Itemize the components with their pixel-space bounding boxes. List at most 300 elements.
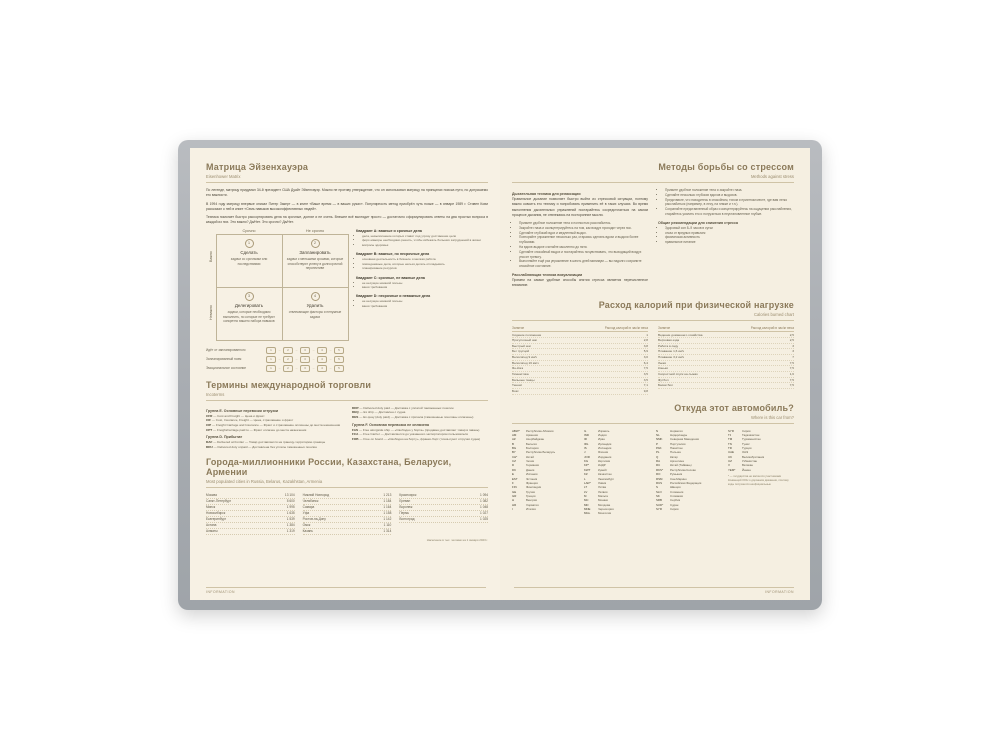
- list-item: • Повторяйте упражнение несколько раз, стараясь сделать вдохи и выдохи более глубокими.: [519, 235, 648, 245]
- stress-col-left: [512, 188, 648, 292]
- plates-subtitle: Where is this car from?: [750, 414, 794, 420]
- quadrant-list: [356, 234, 488, 247]
- footer-right: INFORMATION: [765, 590, 794, 594]
- activity-value: 7,5: [789, 360, 794, 365]
- divider: [206, 182, 488, 183]
- country-code: UAE: [728, 450, 734, 455]
- country-code: AZ: [512, 437, 516, 442]
- country-code: P: [656, 441, 658, 446]
- flow-chip: 1: [266, 365, 276, 372]
- quadrant-head: Квадрант A: важные и срочные дела: [356, 228, 422, 233]
- country-name: Республика Косово: [670, 467, 696, 472]
- country-code: BG: [512, 446, 517, 451]
- city-name: Волгоград: [399, 517, 415, 522]
- stress-title: Методы борьбы со стрессом: [658, 162, 794, 172]
- general-head: Общие рекомендации для снижения стресса: [658, 220, 739, 225]
- plates-note: * — государства не являются участниками Конвенций ООН о дорожном движении, поэтому коды получаются неофициальные: [728, 475, 789, 487]
- arrow-icon: →: [295, 366, 298, 371]
- country-name: Российская Федерация: [670, 480, 702, 485]
- country-name: Иордания: [598, 454, 612, 459]
- stress-columns: [512, 188, 794, 292]
- activity-name: Бальные танцы: [512, 377, 535, 382]
- cell-desc: задачи, которые необходимо выполнить, но которые не требуют конкретно вашего набора навыков: [223, 310, 275, 324]
- country-code: GE: [512, 489, 517, 494]
- cell-desc: задачи с меньшими сроками, которые способствуют успеху в долгосрочной перспективе: [286, 257, 344, 271]
- country-code: IR: [584, 437, 587, 442]
- country-code: SLO: [656, 489, 662, 494]
- activity-value: 3: [792, 343, 794, 348]
- relax-text: Примем на самые удобные способы снятия стресса является перечисленное внимание.: [512, 278, 648, 288]
- country-code: YEM*: [728, 467, 736, 472]
- country-code: MGL: [584, 511, 591, 516]
- cell-title: Сделать: [240, 250, 258, 256]
- activity-name: Сидение положение: [512, 332, 542, 337]
- country-name: Северная Македония: [670, 437, 699, 442]
- incoterms-columns: [206, 406, 488, 450]
- incoterms-group-title: Группа E. Основные перевозки отгрузки: [206, 408, 279, 413]
- city-name: Казань: [302, 529, 313, 534]
- calories-title: Расход калорий при физической нагрузке: [598, 299, 794, 310]
- country-name: Литва: [598, 485, 606, 490]
- country-code: L: [584, 476, 586, 481]
- country-code: SRB: [656, 498, 662, 503]
- activity-value: 9,8: [643, 388, 648, 393]
- list-item: • не несущие никакой пользы: [362, 299, 488, 303]
- list-item: • Сделайте спокойный выдох и постарайтесь почувствовать, что выходящий воздух уносит тревогу.: [519, 250, 648, 260]
- list-item: • основная деятельность в бизнесе и мелкая работа: [362, 257, 488, 261]
- table-header: [658, 326, 794, 332]
- city-population: 1 995: [286, 505, 295, 510]
- country-code: PL: [656, 450, 660, 455]
- city-name: Ереван: [399, 499, 411, 504]
- country-name: Португалия: [670, 441, 686, 446]
- country-name: Бельгия: [526, 441, 537, 446]
- incoterm-entry: CPT — Freight/carriage paid to — Фрахт оплачен до места назначения: [206, 427, 307, 432]
- arrow-icon: →: [278, 366, 281, 371]
- list-item: [512, 507, 578, 511]
- flow-chip: 2: [283, 356, 293, 363]
- cell-desc: задачи со срочными или последствиями: [230, 257, 268, 266]
- country-code: SYR: [728, 428, 734, 433]
- quadrant-c: [356, 276, 488, 290]
- country-name: Армения: [526, 432, 538, 437]
- list-item: • Выполняйте ещё раз упражнение в шесть дней минимум — вы надолго сохраните спокойное состояние.: [519, 259, 648, 269]
- country-code: FIN: [512, 485, 517, 490]
- country-name: Финляндия: [526, 485, 542, 490]
- country-name: Хорватия: [526, 502, 539, 507]
- axis-label-important: Важно: [209, 251, 213, 262]
- relax-head: Расслабляющая техника визуализации: [512, 273, 583, 278]
- city-name: Минск: [206, 505, 216, 510]
- quadrant-list: [356, 257, 488, 270]
- flow-chip: 2: [283, 347, 293, 354]
- city-population: 1 025: [480, 517, 489, 522]
- cell-title: Запланировать: [299, 250, 331, 256]
- country-code: V: [728, 463, 730, 468]
- country-code: ABW*: [512, 428, 520, 433]
- arrow-icon: →: [329, 357, 332, 362]
- country-name: Ватикан: [742, 463, 753, 468]
- incoterm-entry: DDU — Delivered duty unpaid — Доставлена без уплаты таможенных пошлин: [206, 444, 317, 449]
- country-code: MD: [584, 502, 589, 507]
- incoterm-entry: DAF — Delivered at frontier — Товар доставляется на границу-территорию границы: [206, 440, 326, 445]
- city-population: 1 539: [286, 517, 295, 522]
- right-page: [500, 148, 810, 600]
- flow-chip: 3: [300, 347, 310, 354]
- country-name: Словакия: [670, 494, 683, 498]
- arrow-icon: →: [278, 348, 281, 353]
- country-name: Япония: [598, 450, 609, 455]
- city-population: 1 213: [383, 493, 392, 498]
- country-name: Словения: [670, 489, 684, 494]
- list-item: • Примите удобное положение тела и полностью расслабьтесь.: [519, 221, 648, 226]
- country-code: RO: [656, 472, 661, 477]
- incoterms-col-2: [352, 406, 488, 450]
- country-code: KG: [584, 459, 589, 464]
- cities-table: [206, 493, 488, 535]
- cities-subtitle: Most populated cities in Russia, Belarus, Kazakhstan, Armenia: [206, 479, 323, 485]
- city-name: Ростов-на-Дону: [302, 517, 326, 522]
- arrow-icon: →: [278, 357, 281, 362]
- activity-name: Ведение домашнего хозяйства: [658, 332, 703, 337]
- country-name: Республика Абхазия: [526, 428, 554, 433]
- city-population: 1 027: [480, 511, 489, 516]
- col-header-value: Расход калорий в час/кг веса: [750, 325, 794, 330]
- activity-name: Футбол: [658, 377, 669, 382]
- matrix-cell-plan: [282, 234, 349, 288]
- country-name: Китай: [526, 454, 534, 459]
- country-name: Ирландия: [598, 441, 612, 446]
- arrow-icon: →: [329, 366, 332, 371]
- col-header-activity: Занятие: [658, 325, 671, 330]
- country-code: S: [656, 485, 658, 490]
- country-name: Польша: [670, 450, 681, 455]
- flow-row: [206, 365, 488, 372]
- incoterm-entry: FOB — Free on board — «Свободно на борту», франко-борт (точка-пункт отгрузки судна): [352, 436, 481, 441]
- cities-title: Города-миллионники России, Казахстана, Беларуси, Армении: [206, 457, 452, 478]
- divider: [206, 487, 488, 488]
- list-item: • Сохраняйте представленный образ и концентрируйтесь на ощущении расслабления, старайтесь усилить его и погрузиться в неустановленное глубже.: [665, 207, 794, 217]
- calories-table: [512, 326, 794, 395]
- activity-value: 2,8: [643, 338, 648, 343]
- cell-number: 2: [311, 239, 320, 248]
- city-population: 5 600: [286, 499, 295, 504]
- city-name: Пермь: [399, 511, 410, 516]
- flow-row: [206, 356, 488, 363]
- activity-value: 2,5: [789, 338, 794, 343]
- quadrant-head: Квадрант D: несрочные и неважные дела: [356, 294, 431, 299]
- breathing-text: Правильное дыхание позволяет быстро выйти из стрессовой ситуации, поэтому важно освоить его технику и попробовать применить её в таких случаях. Во время выполнения дыхательных упражнений постарайтесь сосредоточиться на самом процессе дыхания, не отвлекаясь на посторонние мысли.: [512, 197, 648, 217]
- country-code: LT: [584, 485, 588, 490]
- flow-chip: 5: [334, 347, 344, 354]
- matrix-cell-delete: [282, 287, 349, 341]
- country-code: IRL: [584, 441, 589, 446]
- country-code: AM: [512, 432, 517, 437]
- activity-value: 7,5: [789, 366, 794, 371]
- calories-col-2: [658, 326, 794, 395]
- country-name: Норвегия: [670, 428, 683, 433]
- quadrant-list: [356, 299, 488, 308]
- city-population: 1 082: [480, 499, 489, 504]
- incoterm-entry: FCA — Free Carrier — Доставляется до указанного экспортатором пользователя: [352, 432, 468, 437]
- general-list: [658, 226, 794, 245]
- city-population: 1 635: [286, 511, 295, 516]
- country-name: Йемен: [742, 467, 751, 472]
- flow-label: Эмоциональное состояние: [206, 366, 247, 371]
- cities-col-2: [303, 493, 392, 535]
- flow-chip: 5: [334, 356, 344, 363]
- arrow-icon: →: [312, 357, 315, 362]
- city-population: 1 094: [480, 493, 489, 498]
- cell-desc: отвлекающие факторы и ненужные задачи: [288, 310, 342, 319]
- list-item: • вопросы здоровья: [362, 243, 488, 247]
- cities-col-1: [206, 493, 295, 535]
- footer-left: INFORMATION: [206, 590, 235, 594]
- stress-right-list: [658, 188, 794, 217]
- country-name: Киргизия: [598, 459, 611, 464]
- activity-name: Бег трусцой: [512, 349, 530, 354]
- country-code: MC: [584, 498, 589, 503]
- country-name: Нидерланды: [670, 432, 688, 437]
- flow-label: Запланированный поэм: [206, 357, 242, 362]
- country-name: Сербия: [670, 498, 681, 503]
- country-code: N: [656, 428, 659, 433]
- plates-table: [512, 429, 794, 516]
- city-name: Нижний Новгород: [302, 493, 330, 498]
- city-population: 1 048: [480, 505, 489, 510]
- activity-name: Прогулочный шаг: [512, 338, 538, 343]
- list-item: • Здоровый сон 8–9 часов в сутки: [665, 226, 794, 231]
- country-code: NMK: [656, 437, 663, 442]
- left-page: [190, 148, 500, 600]
- country-name: Чехия: [526, 459, 535, 464]
- incoterms-group-title: Группа D. Прибытие: [206, 435, 243, 440]
- eisenhower-matrix: [206, 229, 488, 341]
- eisenhower-subtitle: Eisenhower Matrix: [206, 174, 241, 179]
- country-name: КНДР: [598, 463, 606, 468]
- country-name: Дания: [526, 467, 535, 472]
- footer-rule: [514, 587, 794, 588]
- incoterm-entry: CIP — Freight Carriage and Insurance — Фрахт и страхование оплачены до места назначения: [206, 422, 341, 427]
- table-row: [512, 389, 648, 395]
- city-population: 1 319: [286, 529, 295, 534]
- activity-name: Работа в саду: [658, 343, 679, 348]
- cell-number: 3: [245, 292, 254, 301]
- activity-name: Коньки: [658, 366, 668, 371]
- country-code: DK: [512, 467, 517, 472]
- arrow-icon: →: [295, 357, 298, 362]
- list-item: • форс-мажоры необходимо решить, чтобы избежать больших затруднений в жизни: [362, 238, 488, 242]
- city-population: 1 142: [383, 517, 392, 522]
- list-item: • Сделайте несколько глубоких вдохов и выдохов.: [665, 193, 794, 198]
- cities-col-3: [399, 493, 488, 535]
- city-name: Уфа: [302, 511, 310, 516]
- list-item: • Сделайте глубокий вдох и медленный выдох.: [519, 231, 648, 236]
- country-code: TM: [728, 437, 733, 442]
- table-row: [303, 529, 392, 535]
- activity-value: 3,5: [643, 372, 648, 377]
- country-name: Судан: [670, 502, 679, 507]
- activity-value: 7,5: [789, 383, 794, 388]
- incoterm-entry: DDP — Delivered duty paid — Доставка с уплатой таможенных пошлин: [352, 405, 454, 410]
- country-code: NL: [656, 432, 660, 437]
- activity-name: Плавание 3,2 км/ч: [658, 355, 685, 360]
- list-item: • ваши требования: [362, 304, 488, 308]
- col-header-activity: Занятие: [512, 325, 525, 330]
- quadrant-d: [356, 294, 488, 308]
- country-code: MNE: [584, 507, 591, 512]
- list-item: • правильное питание: [665, 240, 794, 245]
- quadrant-head: Квадрант C: срочные, не важные дела: [356, 275, 425, 280]
- activity-name: Баскетбол: [658, 383, 673, 388]
- list-item: • дела, невыполнение которых ставит под угрозу достижение цели: [362, 234, 488, 238]
- country-code: RUS: [656, 480, 663, 485]
- city-population: 1 384: [286, 523, 295, 528]
- country-name: Тунис: [742, 441, 750, 446]
- matrix-row-bottom: [216, 288, 348, 341]
- breathing-list: [512, 221, 648, 269]
- city-name: Омск: [302, 523, 311, 528]
- list-item: • отказ от вредных привычек: [665, 231, 794, 236]
- city-population: 1 184: [383, 499, 392, 504]
- country-name: Исландия: [598, 446, 612, 451]
- breathing-head: Дыхательная техника для релаксации: [512, 192, 581, 196]
- activity-name: Велосипед 16 км/ч: [512, 360, 539, 365]
- activity-value: 3,5: [643, 377, 648, 382]
- country-code: BY: [512, 450, 516, 455]
- country-name: Индия: [598, 432, 607, 437]
- country-code: F: [512, 480, 514, 485]
- incoterm-entry: DES — Ex quay (duty paid) — Доставка с причала (таможенные пошлины оплачены): [352, 414, 474, 419]
- list-item: [728, 468, 794, 472]
- country-name: Латвия: [598, 489, 608, 494]
- flow-chips: [266, 347, 344, 354]
- country-code: RKS*: [656, 467, 664, 472]
- country-name: Таджикистан: [742, 432, 760, 437]
- list-item: [656, 507, 722, 511]
- list-item: • Закройте глаза и сконцентрируйтесь на том, как воздух проходит через нос.: [519, 226, 648, 231]
- country-name: Швеция: [670, 485, 681, 490]
- flow-chip: 2: [283, 365, 293, 372]
- country-name: Италия: [526, 507, 536, 512]
- country-name: Мальта: [598, 494, 608, 498]
- activity-name: Верховая езда: [658, 338, 680, 343]
- country-name: Греция: [526, 494, 536, 498]
- activity-value: 7,5: [789, 377, 794, 382]
- incoterm-entry: CFR — Cost and Freight — Цена и фрахт: [206, 413, 265, 418]
- plates-col-2: [584, 429, 650, 516]
- country-name: Черногория: [598, 507, 614, 512]
- flow-chip: 1: [266, 356, 276, 363]
- activity-value: 2,5: [789, 332, 794, 337]
- country-code: JOR: [584, 454, 590, 459]
- activity-name: Скоростной спуск на лыжах: [658, 372, 698, 377]
- country-name: Венгрия: [526, 498, 537, 503]
- country-code: IND: [584, 432, 589, 437]
- city-name: Санкт-Петербург: [206, 499, 231, 504]
- city-name: Красноярск: [399, 493, 417, 498]
- matrix-importance-axis: [206, 229, 216, 341]
- city-name: Воронеж: [399, 505, 413, 510]
- incoterms-subtitle: Incoterms: [206, 391, 225, 397]
- flow-label: Идёт от запланированного: [206, 348, 246, 353]
- country-name: Монако: [598, 498, 609, 503]
- country-name: Туркменистан: [742, 437, 761, 442]
- flow-chips: [266, 365, 344, 372]
- quadrant-b: [356, 252, 488, 270]
- table-row: [658, 383, 794, 389]
- cities-note: Население в тыс. человек на 1 января 2023 г.: [426, 538, 488, 543]
- divider: [512, 423, 794, 424]
- country-code: B: [512, 441, 514, 446]
- country-code: E: [512, 472, 514, 477]
- flow-chip: 5: [334, 365, 344, 372]
- arrow-icon: →: [312, 348, 315, 353]
- flow-chip: 4: [317, 365, 327, 372]
- incoterms-group-title: Группа F. Основная перевозка не оплачена: [352, 422, 430, 427]
- flow-row: [206, 347, 488, 354]
- city-name: Астана: [206, 523, 217, 528]
- activity-name: Велосипед 9 км/ч: [512, 355, 538, 360]
- matrix-cell-delegate: [216, 287, 283, 341]
- country-name: Ливия: [598, 480, 607, 485]
- calories-subtitle: Calories burned chart: [753, 311, 794, 317]
- plates-col-1: [512, 429, 578, 516]
- activity-value: 7,5: [643, 366, 648, 371]
- country-name: Болгария: [526, 446, 539, 451]
- city-name: Челябинск: [302, 499, 319, 504]
- country-code: PAK: [656, 446, 662, 451]
- list-item: • повседневные дела, которые нельзя делать откладывать: [362, 262, 488, 266]
- matrix-cell-do: [216, 234, 283, 288]
- country-code: CZ: [512, 459, 516, 464]
- country-code: HR: [512, 502, 517, 507]
- flow-chip: 3: [300, 356, 310, 363]
- matrix-flow-diagram: [206, 347, 488, 372]
- country-code: IL: [584, 428, 587, 433]
- eisenhower-intro-1: По легенде, матрицу придумал 34-й президент США Дуайт Эйзенхауэр. Можно не противу утверждение, что он использовал матрицу на принципах поиска пути, но допускаемо его важности.: [206, 188, 488, 198]
- country-name: Китай (Тайвань): [670, 463, 692, 468]
- table-row: [206, 529, 295, 535]
- country-code: KZ: [584, 472, 588, 477]
- city-population: 1 314: [383, 529, 392, 534]
- list-item: • На вдохе-выдохе считайте мысленно до пяти.: [519, 245, 648, 250]
- activity-value: 5,9: [643, 349, 648, 354]
- incoterm-entry: CIF — Cost, Insurance, Freight — Цена, страхование и фрахт: [206, 418, 294, 423]
- list-item: • ваши требования: [362, 285, 488, 289]
- country-code: M: [584, 494, 587, 498]
- country-code: UZ: [728, 459, 732, 464]
- country-code: KWT: [584, 467, 591, 472]
- country-name: ОАЭ: [742, 450, 749, 455]
- country-code: LAR*: [584, 480, 591, 485]
- divider: [512, 320, 794, 321]
- country-code: UK: [728, 454, 733, 459]
- country-name: Грузия: [526, 489, 535, 494]
- country-name: Аргентина: [670, 459, 684, 464]
- country-name: Кувейт: [598, 467, 608, 472]
- activity-name: Быстрый шаг: [512, 343, 532, 348]
- cell-number: 1: [245, 239, 254, 248]
- country-name: Израиль: [598, 428, 610, 433]
- matrix-row-top: [216, 235, 348, 288]
- country-name: Республика Беларусь: [526, 450, 556, 455]
- footer-rule: [206, 587, 486, 588]
- activity-value: 3,8: [643, 343, 648, 348]
- country-code: J: [584, 450, 586, 455]
- matrix-grid: [216, 229, 348, 341]
- cell-number: 4: [311, 292, 320, 301]
